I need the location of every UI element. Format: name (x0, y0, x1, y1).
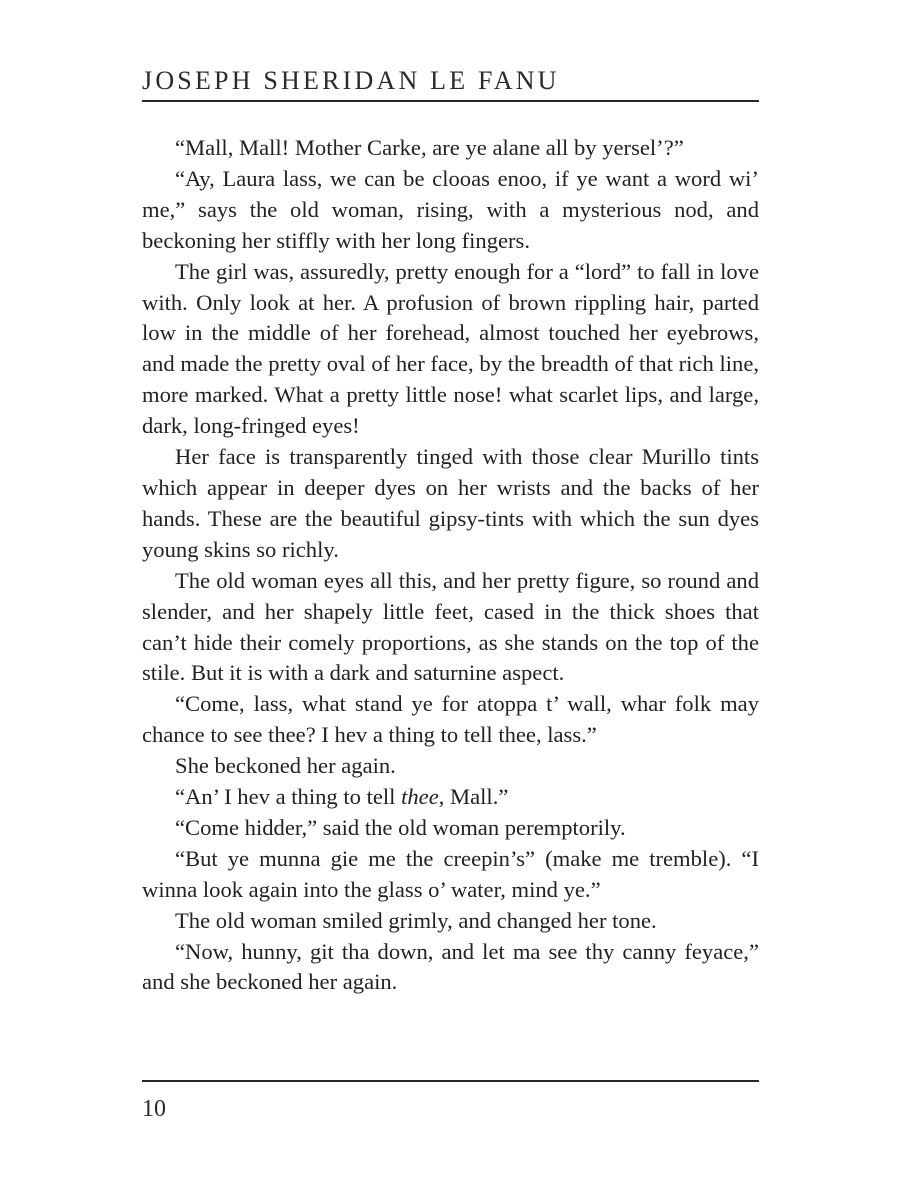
paragraph: Her face is transparently tinged with those clear Murillo tints which appear in deeper dyes on her wrists and the backs of her hands. These are the beautiful gipsy-tints with which the sun dyes young skins so richly. (142, 444, 759, 562)
paragraph: “Mall, Mall! Mother Carke, are ye alane all by yersel’?” (175, 135, 684, 160)
paragraph (142, 782, 759, 813)
paragraph: “Come, lass, what stand ye for atoppa t’ wall, whar folk may chance to see thee? I hev a thing to tell thee, lass.” (142, 691, 759, 748)
paragraph-text: “An’ I hev a thing to tell (175, 784, 402, 810)
paragraph: “Ay, Laura lass, we can be clooas enoo, if ye want a word wi’ me,” says the old woman, rising, with a mysterious nod, and beckoning her stiffly with her long fingers. (142, 165, 759, 253)
header-rule (142, 100, 759, 102)
footer-rule (142, 1080, 759, 1082)
page-number: 10 (142, 1096, 166, 1122)
paragraph: “But ye munna gie me the creepin’s” (make me tremble). “I winna look again into the glass o’ water, mind ye.” (142, 845, 759, 902)
paragraph: “Now, hunny, git tha down, and let ma see thy canny feyace,” and she beckoned her again. (142, 938, 759, 995)
running-head: JOSEPH SHERIDAN LE FANU (142, 66, 560, 95)
paragraph: She beckoned her again. (175, 753, 396, 779)
paragraph: “Come hidder,” said the old woman peremptorily. (175, 814, 626, 840)
paragraph: The old woman smiled grimly, and changed her tone. (175, 907, 657, 933)
body-text (142, 133, 759, 998)
paragraph: The girl was, assuredly, pretty enough for a “lord” to fall in love with. Only look at her. A profusion of brown rippling hair, parted low in the middle of her forehead, almost touched her eyebrows, and made the pretty oval of her face, by the breadth of that rich line, more marked. What a pretty little nose! what scarlet lips, and large, dark, long-fringed eyes! (142, 258, 759, 439)
emphasis: thee (401, 784, 439, 810)
paragraph: The old woman eyes all this, and her pretty figure, so round and slender, and her shapely little feet, cased in the thick shoes that can’t hide their comely proportions, as she stands on the top of the stile. But it is with a dark and saturnine aspect. (142, 567, 759, 686)
paragraph-text: , Mall.” (438, 784, 509, 810)
